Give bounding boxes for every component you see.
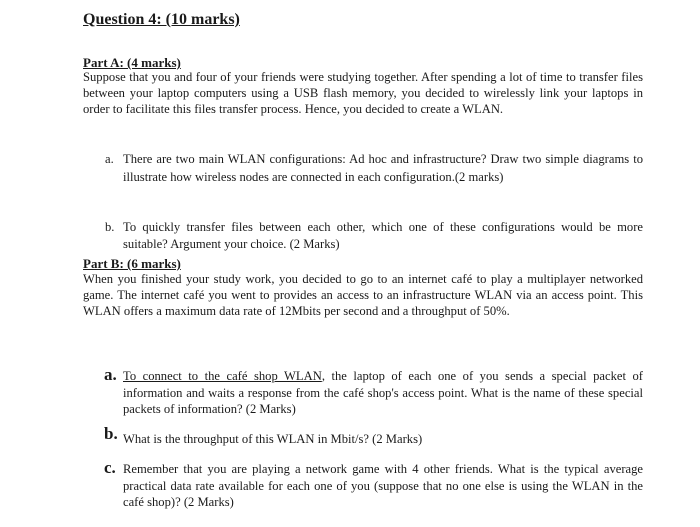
part-b-item-b: [123, 431, 643, 448]
part-b-item-c: [123, 461, 643, 511]
part-b-item-a-text: , the laptop of each one of you sends a special packet of information and waits a response from the café shop's access point. What is the name of these special packets of information? (2 Marks): [123, 369, 644, 416]
part-b-item-a: [123, 368, 643, 418]
part-b-item-c-text: Remember that you are playing a network game with 4 other friends. What is the typical average practical data rate available for each one of you (suppose that no one else is using the WLAN in the café shop)? (2 Marks): [123, 462, 643, 509]
part-a-heading: Part A: (4 marks): [83, 55, 181, 70]
part-a-item-a: [105, 150, 643, 186]
list-marker: c.: [104, 458, 116, 477]
part-a-intro: Suppose that you and four of your friends were studying together. After spending a lot of time to transfer files between your laptop computers using a USB flash memory, you decided to wirelessly link your laptops in order to facilitate this files transfer process. Hence, you decided to create a WLAN.: [83, 70, 643, 116]
list-marker: b.: [105, 220, 115, 234]
part-b-item-a-underlined: To connect to the café shop WLAN: [123, 369, 322, 383]
part-a-item-b-text: To quickly transfer files between each other, which one of these configurations would be more suitable? Argument your choice. (2 Marks): [123, 220, 643, 251]
part-b-intro: When you finished your study work, you decided to go to an internet café to play a multiplayer networked game. The internet café you went to provides an access to an infrastructure WLAN via an access point. This WLAN offers a maximum data rate of 12Mbits per second and a throughput of 50%.: [83, 272, 643, 318]
question-title: Question 4: (10 marks): [83, 11, 240, 28]
part-b-item-b-text: What is the throughput of this WLAN in Mbit/s? (2 Marks): [123, 432, 423, 446]
part-a-item-a-text: There are two main WLAN configurations: Ad hoc and infrastructure? Draw two simple diagrams to illustrate how wireless nodes are connected in each configuration.(2 marks): [123, 152, 643, 184]
part-b-heading: Part B: (6 marks): [83, 256, 181, 271]
list-marker: a.: [104, 365, 117, 384]
list-marker: a.: [105, 152, 114, 166]
part-a-item-b: [105, 219, 643, 252]
list-marker: b.: [104, 424, 118, 443]
